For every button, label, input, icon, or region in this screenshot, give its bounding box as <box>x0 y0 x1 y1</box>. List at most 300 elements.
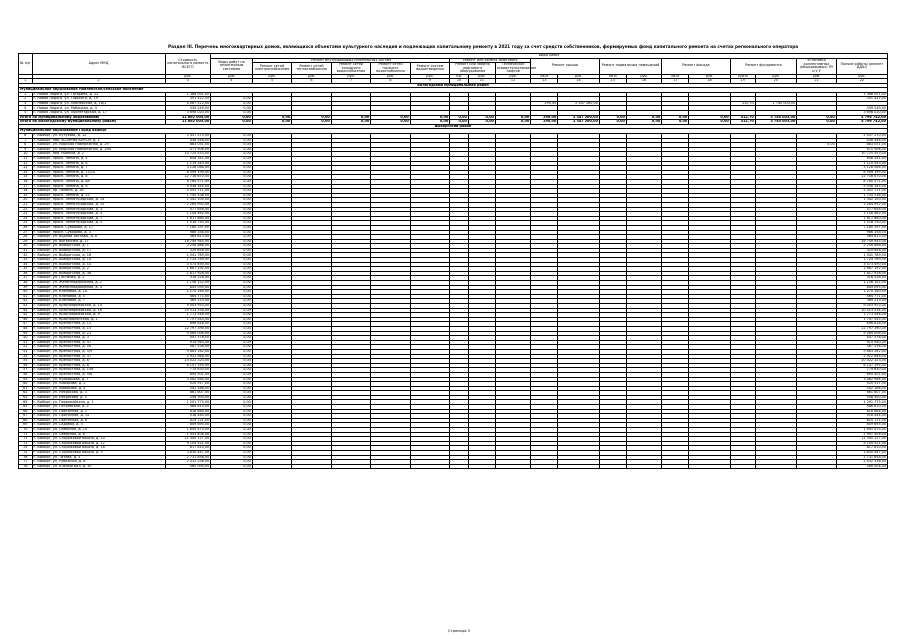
table-cell: 19 <box>19 193 33 198</box>
table-cell: 0,00 <box>211 120 253 125</box>
table-cell: г. Выборг, ул. Южный Вал, д. 10 <box>32 464 165 469</box>
table-cell: 0,00 <box>211 106 253 111</box>
table-cell <box>531 464 558 469</box>
table-cell: 1 773 546,00 <box>165 313 211 318</box>
table-cell: г. Выборг, ул. Некрасова, д. 5 <box>32 395 165 400</box>
table-cell: г. Выборг, ул. Кленовая, д. 5 <box>32 294 165 299</box>
table-cell: 1 991 406,00 <box>165 432 211 437</box>
table-cell: 29 <box>19 239 33 244</box>
table-cell: 609 695,00 <box>836 423 887 428</box>
table-cell: г. Выборг, ул. Кленовая, д. 10 <box>32 290 165 295</box>
table-cell: 32 <box>19 253 33 258</box>
table-cell: г. Выборг, ул. Северная, д. 10 <box>32 428 165 433</box>
table-cell: 8 <box>19 143 33 148</box>
table-cell: 3 830 447,00 <box>165 451 211 456</box>
subtotal-row-label: Итого по муниципальному образованию <box>19 115 166 120</box>
table-cell: 0,00 <box>495 120 530 125</box>
table-cell: 587 538,00 <box>165 345 211 350</box>
table-cell: 16 749 945,00 <box>165 239 211 244</box>
table-cell: 0,00 <box>211 354 253 359</box>
table-cell: 914 940,00 <box>165 340 211 345</box>
header-address: Адрес МКД <box>32 54 165 75</box>
table-cell: 59 <box>19 377 33 382</box>
table-cell: 8 780 571,00 <box>165 179 211 184</box>
col-number-cell: 7 <box>331 79 370 84</box>
table-cell <box>558 464 600 469</box>
table-cell: 10 <box>19 152 33 157</box>
header-water_cold: Ремонт сетей холодного водоснабжения <box>331 63 370 75</box>
table-cell: г. Выборг, ул. Крепостная, д. 37 <box>32 354 165 359</box>
table-cell: 64 <box>19 400 33 405</box>
table-cell: 986 358,00 <box>165 230 211 235</box>
table-cell: 0,00 <box>211 418 253 423</box>
header-other: Прочие работы (ремонт ДДШ) <box>836 58 887 74</box>
table-cell <box>450 464 469 469</box>
table-cell: 11 862 005,00 <box>165 120 211 125</box>
table-cell: 38 <box>19 281 33 286</box>
table-cell: 2 432 336,00 <box>165 460 211 465</box>
table-cell: 369 233,00 <box>165 299 211 304</box>
unit-cell: руб. <box>211 74 253 79</box>
unit-cell: руб. <box>252 74 291 79</box>
table-cell: 618 884,00 <box>836 409 887 414</box>
table-cell: 1 750 536,00 <box>165 193 211 198</box>
table-cell: 518 444,00 <box>836 414 887 419</box>
table-cell: г. Выборг, просп. Ленинградский, д. 15 <box>32 202 165 207</box>
table-cell: 17 <box>19 184 33 189</box>
table-cell: г. Выборг, ул. Красноармейская, д. 9 <box>32 313 165 318</box>
table-cell: 57 <box>19 368 33 373</box>
table-cell: 3 128 066,00 <box>836 166 887 171</box>
table-cell: 0,00 <box>211 170 253 175</box>
table-cell: 54 <box>19 354 33 359</box>
table-cell: 37 <box>19 276 33 281</box>
table-cell: 18 <box>19 189 33 194</box>
table-cell: 1 342 100,00 <box>836 198 887 203</box>
table-cell: 3 062 984,00 <box>836 377 887 382</box>
table-cell: 883 051,00 <box>836 143 887 148</box>
table-cell: 0,00 <box>331 115 370 120</box>
table-cell: 66 <box>19 409 33 414</box>
header-water_hot: Ремонт сетей горячего водоснабжения <box>371 63 410 75</box>
table-cell: г. Выборг, ул. Морская Набережная, д. 29 <box>32 143 165 148</box>
settlement-name-label: Муниципальное образование Город Выборг <box>19 129 888 134</box>
header-heat: Ремонт сетей теплоснабжения <box>292 63 331 75</box>
table-cell: 0,00 <box>211 152 253 157</box>
table-cell: 464 771,00 <box>165 294 211 299</box>
table-cell: 0,00 <box>211 308 253 313</box>
table-cell: г. Выборг, ул. Выборгская, д. 17 <box>32 248 165 253</box>
header-design: Виды работ по инженерным системам <box>211 58 253 74</box>
col-number-cell: 19 <box>730 79 755 84</box>
unit-cell: руб. <box>755 74 797 79</box>
table-cell: 369 233,00 <box>836 299 887 304</box>
table-cell: 7 <box>19 138 33 143</box>
table-cell: 564 813,00 <box>165 235 211 240</box>
table-cell: 774 630,00 <box>165 368 211 373</box>
table-cell: 1 991 406,00 <box>836 432 887 437</box>
table-cell: 0,00 <box>211 446 253 451</box>
table-cell: г. Выборг, ул. Крепостная, д. 8 <box>32 363 165 368</box>
table-cell: 486 610,00 <box>165 405 211 410</box>
table-cell: 44 <box>19 308 33 313</box>
table-cell: 577 658,00 <box>836 207 887 212</box>
table-cell: г. Выборг, ул. Восточная, д. 17 <box>32 239 165 244</box>
table-cell: г. Выборг, ул. Рубежная, д. 8 <box>32 460 165 465</box>
table-cell: 9 936 345,00 <box>165 184 211 189</box>
table-cell: 1 270 160,00 <box>165 290 211 295</box>
table-cell: 40 <box>19 290 33 295</box>
table-cell <box>797 464 836 469</box>
table-cell: 43 <box>19 304 33 309</box>
table-cell: 438 546,00 <box>836 138 887 143</box>
table-cell: 0,00 <box>211 143 253 148</box>
total-row-label: Итого по Вологодскому муниципальному району <box>19 120 166 125</box>
table-cell: 1 158 152,00 <box>836 281 887 286</box>
header-basement: Ремонт подвальных помещений <box>599 58 661 74</box>
table-cell: 0,00 <box>410 115 449 120</box>
table-cell <box>599 464 626 469</box>
table-cell: 0,00 <box>797 143 836 148</box>
table-cell: 0,00 <box>252 115 291 120</box>
table-cell: 817 810,00 <box>165 446 211 451</box>
table-cell: 290,00 <box>531 115 558 120</box>
col-number-cell: 21 <box>797 79 836 84</box>
table-cell: 1 368 051,00 <box>165 92 211 97</box>
table-cell: 3 830 447,00 <box>836 451 887 456</box>
table-cell: 1 <box>19 92 33 97</box>
table-cell: 0,00 <box>211 317 253 322</box>
table-cell: 0,00 <box>211 179 253 184</box>
table-cell: 0,00 <box>599 115 626 120</box>
table-cell: 0,00 <box>211 111 253 116</box>
header-meters: Установка коллективных (общедомовых) ПУ и У У <box>797 58 836 74</box>
table-cell: 0,00 <box>211 147 253 152</box>
header-internal-group: Ремонт внутридомовых инженерных систем <box>252 58 449 63</box>
table-cell: 16 <box>19 179 33 184</box>
table-cell: г. Выборг, ул. Петровская, д. 2 <box>32 405 165 410</box>
table-cell: 0,00 <box>211 294 253 299</box>
table-cell: 329 658,00 <box>836 248 887 253</box>
table-cell: 53 <box>19 349 33 354</box>
table-cell: 0,00 <box>211 428 253 433</box>
table-cell: 61 <box>19 386 33 391</box>
table-cell: 0,00 <box>211 276 253 281</box>
table-cell: 0,00 <box>211 212 253 217</box>
table-row <box>19 464 888 469</box>
table-cell: 290,00 <box>531 101 558 106</box>
table-cell: 3 740 003,00 <box>755 120 797 125</box>
header-elevator-repl: Ремонт или замена лифтового оборудования <box>450 63 496 75</box>
table-cell: 0,00 <box>211 464 253 469</box>
table-cell: 895 501,00 <box>836 372 887 377</box>
table-cell: 558 300,00 <box>836 395 887 400</box>
table-cell: 464 771,00 <box>836 294 887 299</box>
table-cell: 1 270 160,00 <box>836 290 887 295</box>
table-cell: 5 <box>19 111 33 116</box>
table-cell: 0,00 <box>468 115 495 120</box>
table-cell: 2 731 858,00 <box>836 455 887 460</box>
table-cell: г. Новая Ладога, ул. Пионерская, д. 18/3 <box>32 101 165 106</box>
table-cell: 56 <box>19 363 33 368</box>
table-cell: 1 541 789,00 <box>836 253 887 258</box>
table-cell: 0,00 <box>211 290 253 295</box>
table-cell: г. Выборг, ул. Прогонная, д. 14 <box>32 414 165 419</box>
table-cell: 75 <box>19 451 33 456</box>
table-cell: 10 725 553,00 <box>836 152 887 157</box>
table-cell: 67 <box>19 414 33 419</box>
table-cell: г. Выборг, просп. Ленинградский, д. 14 <box>32 198 165 203</box>
table-cell: 36 <box>19 271 33 276</box>
table-cell: 0,00 <box>450 120 469 125</box>
table-cell: 74 <box>19 446 33 451</box>
table-cell: 2 437 270,00 <box>165 134 211 139</box>
table-cell: 1 158 152,00 <box>165 281 211 286</box>
table-cell: 12 797 390,00 <box>836 326 887 331</box>
col-number-cell: 3 <box>165 79 211 84</box>
table-cell: 5 796 742,00 <box>836 120 887 125</box>
table-cell: 78 <box>19 464 33 469</box>
table-cell: 447 576,00 <box>836 336 887 341</box>
page-number: Страница 3 <box>448 629 470 633</box>
table-cell: г. Выборг, наб. 40-летия ВЛКСМ, д. 1 <box>32 138 165 143</box>
header-power: Ремонт сетей электроснабжения <box>252 63 291 75</box>
table-cell: г. Выборг, пр. Ленина, д. 18 <box>32 189 165 194</box>
table-cell: 0,00 <box>662 120 689 125</box>
unit-cell: руб. <box>495 74 530 79</box>
table-cell: 0,00 <box>331 120 370 125</box>
table-cell: 3 740 003,00 <box>755 115 797 120</box>
table-cell: 12 <box>19 161 33 166</box>
table-cell: 7 160 197,00 <box>836 225 887 230</box>
unit-cell: руб. <box>165 74 211 79</box>
col-number-cell: 12 <box>495 79 530 84</box>
table-cell: 22 <box>19 207 33 212</box>
table-cell: 0,00 <box>211 138 253 143</box>
table-cell: 10 022 323,00 <box>165 359 211 364</box>
table-cell: 1 724 769,00 <box>165 258 211 263</box>
table-cell: 542 186,00 <box>836 386 887 391</box>
table-cell: 0,00 <box>211 198 253 203</box>
table-cell: 438 546,00 <box>165 138 211 143</box>
table-cell: 33 <box>19 258 33 263</box>
table-cell: 9 104 521,00 <box>836 441 887 446</box>
table-cell: г. Выборг, ул. Выборгская, д. 3а <box>32 271 165 276</box>
table-cell: г. Выборг, ул. Гостиная, д. 2 <box>32 276 165 281</box>
table-cell: 447 576,00 <box>165 336 211 341</box>
table-cell: 72 <box>19 437 33 442</box>
table-cell: 3 573 490,00 <box>836 262 887 267</box>
table-cell: 1 645 475,00 <box>836 428 887 433</box>
table-cell <box>626 464 661 469</box>
table-cell: 0,00 <box>211 134 253 139</box>
table-cell: 0,00 <box>689 120 731 125</box>
table-cell: г. Выборг, ул. Крепостная, д. 15а <box>32 368 165 373</box>
repair-table <box>18 53 888 469</box>
col-number-cell: 16 <box>626 79 661 84</box>
table-cell: 23 <box>19 212 33 217</box>
unit-cell: руб. <box>689 74 731 79</box>
table-cell: 2 922 646,00 <box>836 354 887 359</box>
table-cell: 0,00 <box>211 400 253 405</box>
table-cell: 70 <box>19 428 33 433</box>
table-cell: 608 341,00 <box>836 157 887 162</box>
table-cell: 0,00 <box>211 349 253 354</box>
col-number-cell: 14 <box>558 79 600 84</box>
table-cell: г. Выборг, ул. Титова, д. 3 <box>32 455 165 460</box>
table-cell: 0,00 <box>211 372 253 377</box>
table-cell: 55 <box>19 359 33 364</box>
table-cell: 698 816,00 <box>836 322 887 327</box>
table-cell: 16 749 945,00 <box>836 239 887 244</box>
table-cell: 0,00 <box>797 115 836 120</box>
table-cell: 35 <box>19 267 33 272</box>
table-cell: 0,00 <box>211 166 253 171</box>
table-cell: 0,00 <box>211 326 253 331</box>
col-number-cell: 6 <box>292 79 331 84</box>
table-cell: г. Выборг, ул. Железнодорожная, д. 2 <box>32 281 165 286</box>
table-cell: г. Выборг, ул. Сторожевой башни, д. 9 <box>32 451 165 456</box>
table-cell: 1 645 475,00 <box>165 428 211 433</box>
table-cell: г. Выборг, ул. Северная, д. 8 <box>32 432 165 437</box>
table-cell: г. Выборг, ул. Выборгская, д. 10 <box>32 262 165 267</box>
table-cell: г. Выборг, просп. Ленинградский, д. 5 <box>32 212 165 217</box>
table-cell: 0,00 <box>211 248 253 253</box>
table-cell: 486 610,00 <box>836 405 887 410</box>
table-cell: г. Выборг, ул. Выборгская, д. 18 <box>32 253 165 258</box>
table-cell: 0,00 <box>292 120 331 125</box>
table-cell <box>292 464 331 469</box>
table-cell: 20 <box>19 198 33 203</box>
table-cell: г. Выборг, ул. Выборгская, д. 2 <box>32 267 165 272</box>
table-cell: 0,00 <box>211 253 253 258</box>
region-name-label: Вологодский муниципальный район <box>19 83 888 88</box>
table-cell: г. Выборг, ул. Крепостная, д. 12 <box>32 322 165 327</box>
table-cell: 11 300 127,00 <box>836 437 887 442</box>
header-tech-expert: Техническое освидетельствование лифтов <box>496 62 537 73</box>
table-cell: 1 740 003,00 <box>755 101 797 106</box>
table-cell: 14 <box>19 170 33 175</box>
table-cell: 2 258 886,00 <box>836 244 887 249</box>
table-cell: 542 186,00 <box>165 386 211 391</box>
table-cell <box>495 464 530 469</box>
table-cell: 11 862 005,00 <box>165 115 211 120</box>
table-cell: 6 599 199,00 <box>165 170 211 175</box>
table-cell: 817 810,00 <box>836 446 887 451</box>
table-cell: 0,00 <box>662 115 689 120</box>
table-cell: г. Выборг, просп. Ленина, д. 9 <box>32 184 165 189</box>
unit-cell: кв.м <box>599 74 626 79</box>
table-cell: 290,00 <box>531 120 558 125</box>
table-cell: 661 607,00 <box>165 391 211 396</box>
table-cell: 4 <box>19 106 33 111</box>
table-cell: 60 <box>19 382 33 387</box>
table-cell: 9 936 345,00 <box>836 184 887 189</box>
unit-cell: куб.м <box>730 74 755 79</box>
table-cell: 10 513 534,00 <box>836 308 887 313</box>
table-cell: 21 <box>19 202 33 207</box>
table-cell: 0,00 <box>211 409 253 414</box>
table-cell: 0,00 <box>450 115 469 120</box>
header-cost: Стоимость капитального ремонта ВСЕГО <box>165 54 211 75</box>
table-cell: 34 <box>19 262 33 267</box>
table-cell: г. Выборг, ул. Кленовая, д. 7 <box>32 299 165 304</box>
table-cell: 0,00 <box>410 120 449 125</box>
table-cell: г. Выборг, просп. Ленина, д. 22 <box>32 193 165 198</box>
table-cell: 2 347 260,00 <box>558 120 600 125</box>
table-cell: 28 <box>19 235 33 240</box>
table-cell: 0,00 <box>211 299 253 304</box>
unit-cell: руб. <box>292 74 331 79</box>
table-cell <box>662 464 689 469</box>
table-cell: г. Выборг, просп. Ленина, д. 8а <box>32 179 165 184</box>
table-cell: г. Выборг, ул. Прогонная, д. 6 <box>32 418 165 423</box>
table-cell: 0,00 <box>211 340 253 345</box>
table-cell: г. Выборг, ул. Кутузова, д. 12 <box>32 134 165 139</box>
table-cell: 0,00 <box>468 120 495 125</box>
table-cell: 0,00 <box>211 285 253 290</box>
table-cell: 10 513 534,00 <box>165 308 211 313</box>
table-cell: 8 780 571,00 <box>836 179 887 184</box>
table-cell: 0,00 <box>211 313 253 318</box>
table-cell: 58 <box>19 372 33 377</box>
table-cell: 0,00 <box>211 235 253 240</box>
table-cell: 518 444,00 <box>165 414 211 419</box>
table-cell: 1 817 926,00 <box>836 271 887 276</box>
table-cell: 0,00 <box>211 115 253 120</box>
col-number-cell: 18 <box>689 79 731 84</box>
table-cell: 0,00 <box>211 368 253 373</box>
table-cell: 27 <box>19 230 33 235</box>
table-cell: 560 004,00 <box>165 464 211 469</box>
table-cell: 609 695,00 <box>165 423 211 428</box>
table-cell: 3 <box>19 101 33 106</box>
table-cell: 986 358,00 <box>836 230 887 235</box>
table-cell: 0,00 <box>211 386 253 391</box>
table-cell: 62 <box>19 391 33 396</box>
table-cell: 558 300,00 <box>165 395 211 400</box>
table-cell: г. Выборг, ул. Куйбышева, д. 7 <box>32 377 165 382</box>
table-cell: г. Выборг, просп. Ленинградский, д. 7 <box>32 216 165 221</box>
table-cell: г. Выборг, просп. Суворова, д. 3 <box>32 230 165 235</box>
table-cell: 0,00 <box>211 460 253 465</box>
table-cell: г. Выборг, ул. Некрасова, д. 3 <box>32 391 165 396</box>
table-cell: 318 528,00 <box>836 276 887 281</box>
table-cell: г. Выборг, просп. Ленинградский, д. 3 <box>32 207 165 212</box>
table-cell <box>755 464 797 469</box>
unit-cell: кв.м <box>662 74 689 79</box>
table-cell: 0,00 <box>211 207 253 212</box>
table-cell: 63 <box>19 395 33 400</box>
table-cell: 25 <box>19 221 33 226</box>
table-cell: 2 258 886,00 <box>165 244 211 249</box>
table-cell: г. Выборг, ул. Красноармейская, д. 14 <box>32 304 165 309</box>
table-cell: 1 667 192,00 <box>836 267 887 272</box>
table-cell: 845 095,00 <box>165 285 211 290</box>
table-cell: 6 599 199,00 <box>836 170 887 175</box>
table-cell: 7 160 197,00 <box>165 225 211 230</box>
table-cell: 0,00 <box>211 97 253 102</box>
table-cell: 49 <box>19 331 33 336</box>
table-cell: 1 617 880,00 <box>836 216 887 221</box>
table-cell: 0,00 <box>252 120 291 125</box>
table-cell: 0,00 <box>211 189 253 194</box>
table-cell: 2 051 711,00 <box>836 189 887 194</box>
table-cell: 0,00 <box>211 451 253 456</box>
table-cell: 2 347 260,00 <box>558 115 600 120</box>
table-cell: 9 663 262,00 <box>165 349 211 354</box>
table-cell: г. Выборг, просп. Ленина, д. 7 <box>32 166 165 171</box>
